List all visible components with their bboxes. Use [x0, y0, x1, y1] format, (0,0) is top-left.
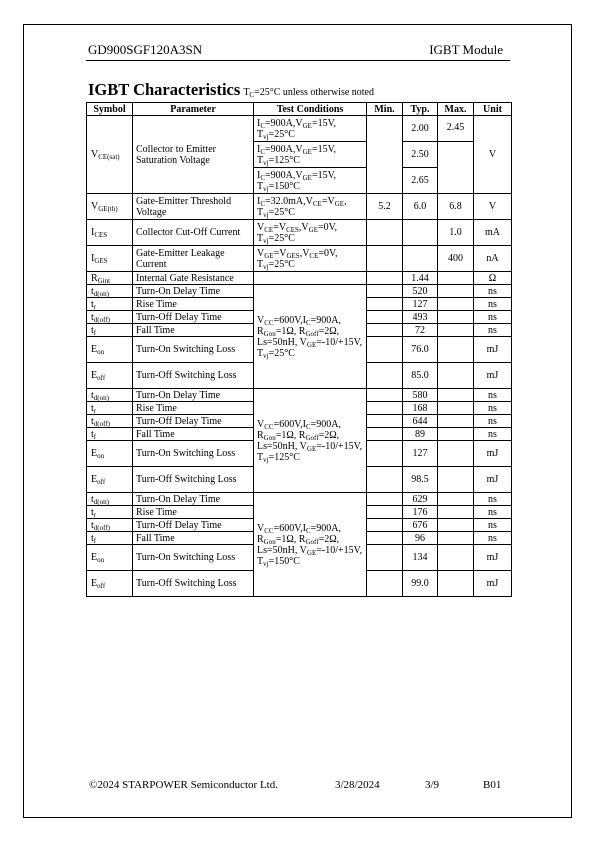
unit-cell: ns: [474, 428, 512, 441]
footer-revision: B01: [483, 779, 502, 791]
parameter-cell: Rise Time: [133, 402, 254, 415]
col-header-conditions: Test Conditions: [254, 103, 367, 116]
col-header-parameter: Parameter: [133, 103, 254, 116]
typ-cell: 629: [403, 493, 438, 506]
unit-cell: ns: [474, 415, 512, 428]
min-cell: [367, 246, 403, 272]
unit-cell: mJ: [474, 545, 512, 571]
parameter-cell: Turn-On Delay Time: [133, 493, 254, 506]
unit-cell: Ω: [474, 272, 512, 285]
max-cell: [438, 545, 474, 571]
max-cell: 6.8: [438, 194, 474, 220]
min-cell: [367, 389, 403, 402]
symbol-cell: $V_{CE(sat)}$: [87, 116, 133, 194]
condition-cell: $V_{CC}=600V,I_C=900A$, $R_{Gon}=1\Omega$, $R_{Goff}=2\Omega$, Ls=50nH, $V_{GE}=-10/+15V$, $T_{vj}=150^\circ C$: [254, 493, 367, 597]
unit-cell: mA: [474, 220, 512, 246]
igbt-characteristics-table: [86, 102, 512, 597]
symbol-cell: $E_{on}$: [87, 441, 133, 467]
symbol-cell: $E_{on}$: [87, 337, 133, 363]
parameter-cell: Gate-Emitter Leakage Current: [133, 246, 254, 272]
typ-cell: 1.44: [403, 272, 438, 285]
condition-cell: $V_{CE}=V_{CES},V_{GE}=0V$, $T_{vj}=25^\circ C$: [254, 220, 367, 246]
max-cell: [438, 389, 474, 402]
typ-cell: [403, 246, 438, 272]
parameter-cell: Turn-On Switching Loss: [133, 337, 254, 363]
unit-cell: ns: [474, 285, 512, 298]
min-cell: [367, 545, 403, 571]
unit-cell: mJ: [474, 467, 512, 493]
min-cell: [367, 311, 403, 324]
condition-cell: $V_{CC}=600V,I_C=900A$, $R_{Gon}=1\Omega$, $R_{Goff}=2\Omega$, Ls=50nH, $V_{GE}=-10/+15V$, $T_{vj}=25^\circ C$: [254, 285, 367, 389]
col-header-min: Min.: [367, 103, 403, 116]
symbol-cell: $t_f$: [87, 428, 133, 441]
symbol-cell: $t_{d(off)}$: [87, 415, 133, 428]
table-row: [87, 116, 512, 142]
table-row: [87, 246, 512, 272]
table-row: [87, 389, 512, 402]
symbol-cell: $t_{d(off)}$: [87, 311, 133, 324]
max-cell: [438, 363, 474, 389]
table-row: [87, 220, 512, 246]
min-cell: [367, 285, 403, 298]
unit-cell: ns: [474, 324, 512, 337]
symbol-cell: $t_f$: [87, 532, 133, 545]
unit-cell: V: [474, 116, 512, 194]
unit-cell: nA: [474, 246, 512, 272]
condition-cell: $I_C=900A,V_{GE}=15V$, $T_{vj}=150^\circ C$: [254, 168, 367, 194]
footer-date: 3/28/2024: [335, 779, 380, 791]
parameter-cell: Rise Time: [133, 298, 254, 311]
typ-cell: 676: [403, 519, 438, 532]
col-header-symbol: Symbol: [87, 103, 133, 116]
symbol-cell: $t_f$: [87, 324, 133, 337]
parameter-cell: Fall Time: [133, 324, 254, 337]
symbol-cell: $t_{d(on)}$: [87, 285, 133, 298]
parameter-cell: Fall Time: [133, 532, 254, 545]
table-row: [87, 194, 512, 220]
unit-cell: ns: [474, 519, 512, 532]
parameter-cell: Collector Cut-Off Current: [133, 220, 254, 246]
col-header-typ: Typ.: [403, 103, 438, 116]
typ-cell: 6.0: [403, 194, 438, 220]
max-cell: [438, 142, 474, 194]
parameter-cell: Collector to Emitter Saturation Voltage: [133, 116, 254, 194]
max-cell: [438, 337, 474, 363]
table-row: [87, 285, 512, 298]
symbol-cell: $t_{d(on)}$: [87, 389, 133, 402]
header-rule: [86, 60, 510, 61]
max-cell: [438, 298, 474, 311]
section-title-text: IGBT Characteristics: [88, 80, 241, 99]
min-cell: [367, 324, 403, 337]
section-title: [88, 80, 374, 100]
typ-cell: 127: [403, 441, 438, 467]
symbol-cell: $I_{CES}$: [87, 220, 133, 246]
min-cell: [367, 116, 403, 194]
section-condition: $T_C=25^\circ C$ unless otherwise noted: [243, 87, 374, 99]
symbol-cell: $t_r$: [87, 402, 133, 415]
condition-cell: $I_C=900A,V_{GE}=15V$, $T_{vj}=25^\circ C$: [254, 116, 367, 142]
parameter-cell: Turn-Off Delay Time: [133, 415, 254, 428]
unit-cell: ns: [474, 506, 512, 519]
parameter-cell: Rise Time: [133, 506, 254, 519]
typ-cell: 168: [403, 402, 438, 415]
footer-page-number: 3/9: [425, 779, 440, 791]
max-cell: [438, 571, 474, 597]
min-cell: [367, 272, 403, 285]
symbol-cell: $t_{d(off)}$: [87, 519, 133, 532]
min-cell: [367, 402, 403, 415]
unit-cell: ns: [474, 402, 512, 415]
max-cell: 400: [438, 246, 474, 272]
symbol-cell: $t_r$: [87, 298, 133, 311]
max-cell: [438, 506, 474, 519]
max-cell: [438, 467, 474, 493]
symbol-cell: $E_{on}$: [87, 545, 133, 571]
symbol-cell: $V_{GE(th)}$: [87, 194, 133, 220]
typ-cell: 644: [403, 415, 438, 428]
typ-cell: [403, 220, 438, 246]
typ-cell: 85.0: [403, 363, 438, 389]
typ-cell: 2.65: [403, 168, 438, 194]
symbol-cell: $t_r$: [87, 506, 133, 519]
symbol-cell: $E_{off}$: [87, 467, 133, 493]
typ-cell: 98.5: [403, 467, 438, 493]
condition-cell: $I_C=900A,V_{GE}=15V$, $T_{vj}=125^\circ C$: [254, 142, 367, 168]
typ-cell: 2.50: [403, 142, 438, 168]
unit-cell: V: [474, 194, 512, 220]
typ-cell: 127: [403, 298, 438, 311]
parameter-cell: Turn-Off Delay Time: [133, 311, 254, 324]
unit-cell: mJ: [474, 337, 512, 363]
typ-cell: 580: [403, 389, 438, 402]
unit-cell: ns: [474, 298, 512, 311]
max-cell: 2.45: [438, 116, 474, 142]
max-cell: [438, 415, 474, 428]
document-type: IGBT Module: [429, 42, 503, 57]
parameter-cell: Turn-Off Switching Loss: [133, 467, 254, 493]
unit-cell: ns: [474, 311, 512, 324]
unit-cell: ns: [474, 493, 512, 506]
typ-cell: 72: [403, 324, 438, 337]
typ-cell: 89: [403, 428, 438, 441]
typ-cell: 176: [403, 506, 438, 519]
min-cell: [367, 415, 403, 428]
col-header-max: Max.: [438, 103, 474, 116]
min-cell: [367, 428, 403, 441]
max-cell: [438, 532, 474, 545]
max-cell: 1.0: [438, 220, 474, 246]
min-cell: 5.2: [367, 194, 403, 220]
max-cell: [438, 519, 474, 532]
min-cell: [367, 571, 403, 597]
typ-cell: 96: [403, 532, 438, 545]
parameter-cell: Fall Time: [133, 428, 254, 441]
min-cell: [367, 337, 403, 363]
symbol-cell: $R_{Gint}$: [87, 272, 133, 285]
min-cell: [367, 220, 403, 246]
max-cell: [438, 311, 474, 324]
min-cell: [367, 519, 403, 532]
min-cell: [367, 467, 403, 493]
parameter-cell: Turn-On Switching Loss: [133, 441, 254, 467]
max-cell: [438, 402, 474, 415]
min-cell: [367, 532, 403, 545]
typ-cell: 2.00: [403, 116, 438, 142]
max-cell: [438, 285, 474, 298]
symbol-cell: $t_{d(on)}$: [87, 493, 133, 506]
condition-cell: $I_C=32.0mA,V_{CE}=V_{GE}$, $T_{vj}=25^\circ C$: [254, 194, 367, 220]
max-cell: [438, 272, 474, 285]
min-cell: [367, 298, 403, 311]
min-cell: [367, 506, 403, 519]
min-cell: [367, 493, 403, 506]
max-cell: [438, 493, 474, 506]
parameter-cell: Turn-Off Switching Loss: [133, 363, 254, 389]
typ-cell: 99.0: [403, 571, 438, 597]
symbol-cell: $E_{off}$: [87, 363, 133, 389]
part-number: GD900SGF120A3SN: [88, 42, 203, 57]
symbol-cell: $E_{off}$: [87, 571, 133, 597]
typ-cell: 134: [403, 545, 438, 571]
max-cell: [438, 428, 474, 441]
typ-cell: 493: [403, 311, 438, 324]
parameter-cell: Internal Gate Resistance: [133, 272, 254, 285]
unit-cell: mJ: [474, 441, 512, 467]
condition-cell: $V_{GE}=V_{GES},V_{CE}=0V$, $T_{vj}=25^\circ C$: [254, 246, 367, 272]
table-header-row: [87, 103, 512, 116]
unit-cell: ns: [474, 532, 512, 545]
parameter-cell: Turn-Off Switching Loss: [133, 571, 254, 597]
condition-cell: [254, 272, 367, 285]
col-header-unit: Unit: [474, 103, 512, 116]
table-row: [87, 493, 512, 506]
parameter-cell: Gate-Emitter Threshold Voltage: [133, 194, 254, 220]
parameter-cell: Turn-Off Delay Time: [133, 519, 254, 532]
footer-copyright: ©2024 STARPOWER Semiconductor Ltd.: [89, 779, 278, 791]
unit-cell: mJ: [474, 363, 512, 389]
symbol-cell: $I_{GES}$: [87, 246, 133, 272]
max-cell: [438, 324, 474, 337]
min-cell: [367, 363, 403, 389]
condition-cell: $V_{CC}=600V,I_C=900A$, $R_{Gon}=1\Omega$, $R_{Goff}=2\Omega$, Ls=50nH, $V_{GE}=-10/+15V$, $T_{vj}=125^\circ C$: [254, 389, 367, 493]
min-cell: [367, 441, 403, 467]
parameter-cell: Turn-On Delay Time: [133, 389, 254, 402]
parameter-cell: Turn-On Switching Loss: [133, 545, 254, 571]
unit-cell: ns: [474, 389, 512, 402]
parameter-cell: Turn-On Delay Time: [133, 285, 254, 298]
max-cell: [438, 441, 474, 467]
typ-cell: 76.0: [403, 337, 438, 363]
typ-cell: 520: [403, 285, 438, 298]
unit-cell: mJ: [474, 571, 512, 597]
table-row: [87, 272, 512, 285]
